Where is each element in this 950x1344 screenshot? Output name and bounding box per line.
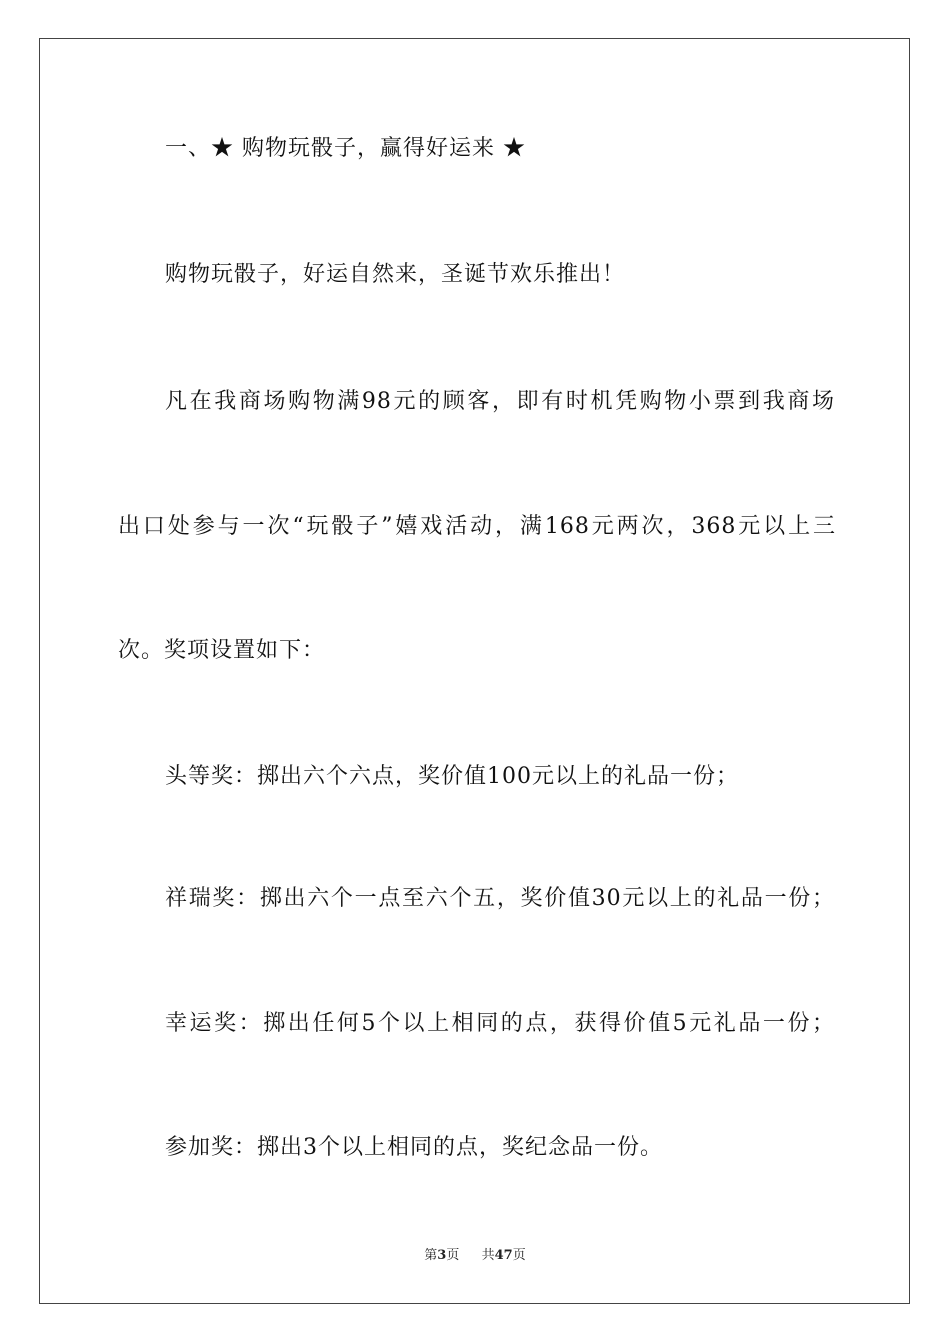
paragraph-line-3: 次。奖项设置如下：	[118, 638, 326, 663]
paragraph-line-2: 出口处参与一次“玩骰子”嬉戏活动，满168元两次，368元以上三	[118, 514, 836, 539]
paragraph-line-1: 凡在我商场购物满98元的顾客，即有时机凭购物小票到我商场	[165, 389, 835, 414]
page-footer	[0, 1247, 950, 1265]
current-page-number: 3	[437, 1248, 447, 1263]
section-heading: 一、★ 购物玩骰子，赢得好运来 ★	[165, 136, 526, 161]
prize-participation: 参加奖：掷出3个以上相同的点，奖纪念品一份。	[165, 1135, 663, 1160]
total-pages-number: 47	[494, 1248, 513, 1263]
prize-auspicious: 祥瑞奖：掷出六个一点至六个五，奖价值30元以上的礼品一份；	[165, 886, 835, 911]
prize-lucky: 幸运奖：掷出任何5个以上相同的点，获得价值5元礼品一份；	[165, 1011, 835, 1036]
total-suffix: 页	[512, 1248, 526, 1263]
prize-first: 头等奖：掷出六个六点，奖价值100元以上的礼品一份；	[165, 764, 739, 789]
page-prefix: 第	[424, 1248, 438, 1263]
intro-paragraph: 购物玩骰子，好运自然来，圣诞节欢乐推出！	[165, 262, 626, 287]
page-suffix: 页	[446, 1248, 460, 1263]
page-number-label	[424, 1247, 459, 1265]
page-border	[39, 38, 910, 1304]
total-pages-label	[482, 1247, 526, 1265]
total-prefix: 共	[481, 1248, 495, 1263]
